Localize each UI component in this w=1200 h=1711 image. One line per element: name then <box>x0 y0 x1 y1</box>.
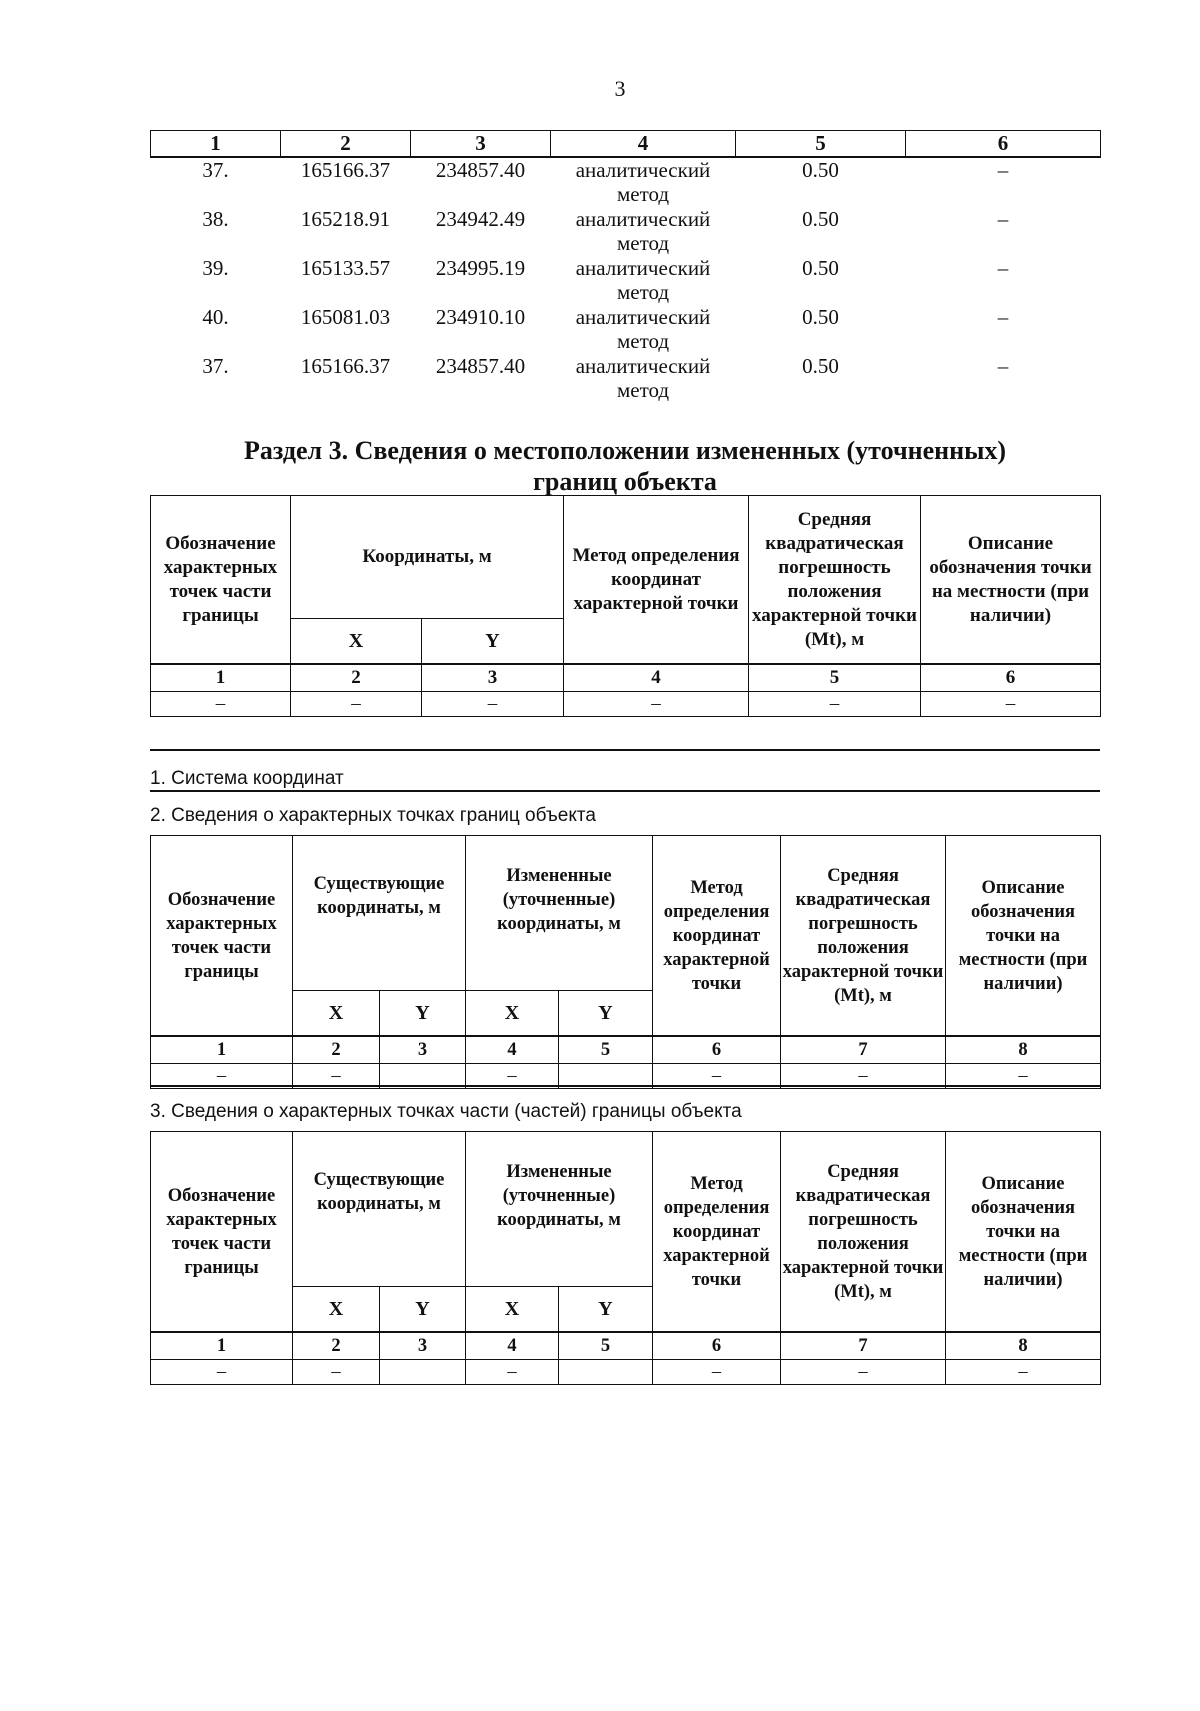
mt-value: 0.50 <box>802 256 839 280</box>
header-description: Описание обозначения точки на местности (при наличии) <box>921 496 1101 665</box>
method-line: аналитический <box>575 207 711 231</box>
item2-caption: 2. Сведения о характерных точках границ объекта <box>150 805 596 826</box>
column-number: 4 <box>564 664 749 692</box>
column-number: 2 <box>293 1332 380 1360</box>
header-x: X <box>466 1287 559 1333</box>
column-header: 2 <box>281 131 411 158</box>
header-x: X <box>293 1287 380 1333</box>
header-y: Y <box>559 1287 653 1333</box>
table-cell: – <box>151 692 291 717</box>
section-title <box>150 435 1100 497</box>
header-changed-coordinates: Измененные (уточненные) координаты, м <box>466 1132 653 1287</box>
x-coordinate: 165218.91 <box>300 207 391 231</box>
column-number: 5 <box>749 664 921 692</box>
header-points: Обозначение характерных точек части границы <box>151 1132 293 1333</box>
header-mt: Средняя квадратическая погрешность положения характерной точки (Mt), м <box>749 496 921 665</box>
coordinates-continuation-table <box>150 130 1101 403</box>
header-points: Обозначение характерных точек части границы <box>151 836 293 1037</box>
header-method: Метод определения координат характерной точки <box>653 836 781 1037</box>
y-coordinate: 234995.19 <box>435 256 526 280</box>
column-number-row <box>151 664 1101 692</box>
table-cell: – <box>293 1064 380 1089</box>
point-number: 39. <box>202 256 229 280</box>
column-number: 3 <box>380 1332 466 1360</box>
method-cell <box>551 354 736 403</box>
table-cell: – <box>151 1064 293 1089</box>
header-mt: Средняя квадратическая погрешность положения характерной точки (Mt), м <box>781 836 946 1037</box>
table-cell: – <box>564 692 749 717</box>
header-x: X <box>466 991 559 1037</box>
column-number-row <box>151 1332 1101 1360</box>
method-line: метод <box>616 182 670 206</box>
column-number: 2 <box>293 1036 380 1064</box>
header-points: Обозначение характерных точек части границы <box>151 496 291 665</box>
table-row <box>151 207 1101 256</box>
table-row <box>151 692 1101 717</box>
header-x: X <box>291 619 422 665</box>
method-line: метод <box>616 280 670 304</box>
mt-value: 0.50 <box>802 158 839 182</box>
table-cell: – <box>653 1064 781 1089</box>
header-coordinates: Координаты, м <box>291 496 564 619</box>
header-row <box>151 131 1101 158</box>
point-number: 37. <box>202 354 229 378</box>
header-existing-coordinates: Существующие координаты, м <box>293 836 466 991</box>
x-coordinate: 165081.03 <box>300 305 391 329</box>
table-row <box>151 256 1101 305</box>
method-cell <box>551 157 736 207</box>
column-number-row <box>151 1036 1101 1064</box>
table-row <box>151 1360 1101 1385</box>
header-mt: Средняя квадратическая погрешность положения характерной точки (Mt), м <box>781 1132 946 1333</box>
column-header: 5 <box>736 131 906 158</box>
header-x: X <box>293 991 380 1037</box>
method-cell <box>551 256 736 305</box>
mt-value: 0.50 <box>802 354 839 378</box>
header-changed-coordinates: Измененные (уточненные) координаты, м <box>466 836 653 991</box>
column-number: 5 <box>559 1332 653 1360</box>
table-cell: – <box>653 1360 781 1385</box>
header-y: Y <box>380 991 466 1037</box>
column-number: 8 <box>946 1332 1101 1360</box>
method-line: метод <box>616 378 670 402</box>
point-number: 37. <box>202 158 229 182</box>
column-number: 6 <box>921 664 1101 692</box>
column-number: 7 <box>781 1332 946 1360</box>
column-number: 4 <box>466 1036 559 1064</box>
column-number: 8 <box>946 1036 1101 1064</box>
point-number: 38. <box>202 207 229 231</box>
table-cell: – <box>781 1064 946 1089</box>
description: – <box>997 256 1009 280</box>
table-row <box>151 157 1101 207</box>
method-line: метод <box>616 329 670 353</box>
header-y: Y <box>380 1287 466 1333</box>
divider <box>150 749 1100 751</box>
page-number: 3 <box>614 76 626 101</box>
table-row <box>151 305 1101 354</box>
header-description: Описание обозначения точки на местности (при наличии) <box>946 836 1101 1037</box>
table-cell: – <box>151 1360 293 1385</box>
header-existing-coordinates: Существующие координаты, м <box>293 1132 466 1287</box>
table-row <box>151 354 1101 403</box>
column-number: 1 <box>151 1036 293 1064</box>
table-cell: – <box>291 692 422 717</box>
section-title-line: границ объекта <box>533 467 717 496</box>
column-number: 3 <box>380 1036 466 1064</box>
y-coordinate: 234910.10 <box>435 305 526 329</box>
header-y: Y <box>422 619 564 665</box>
column-header: 6 <box>906 131 1101 158</box>
method-line: аналитический <box>575 354 711 378</box>
description: – <box>997 354 1009 378</box>
table-cell: – <box>466 1360 559 1385</box>
method-line: аналитический <box>575 305 711 329</box>
table-cell: – <box>749 692 921 717</box>
table-cell <box>380 1360 466 1385</box>
header-description: Описание обозначения точки на местности (при наличии) <box>946 1132 1101 1333</box>
mt-value: 0.50 <box>802 305 839 329</box>
item1-caption: 1. Система координат <box>150 768 344 789</box>
x-coordinate: 165133.57 <box>300 256 391 280</box>
table-cell: – <box>422 692 564 717</box>
x-coordinate: 165166.37 <box>300 158 391 182</box>
divider <box>150 790 1100 792</box>
column-header: 3 <box>411 131 551 158</box>
column-number: 6 <box>653 1036 781 1064</box>
y-coordinate: 234942.49 <box>435 207 526 231</box>
column-number: 3 <box>422 664 564 692</box>
table-cell <box>559 1360 653 1385</box>
x-coordinate: 165166.37 <box>300 354 391 378</box>
column-number: 1 <box>151 664 291 692</box>
description: – <box>997 158 1009 182</box>
table-cell: – <box>946 1064 1101 1089</box>
point-number: 40. <box>202 305 229 329</box>
method-line: метод <box>616 231 670 255</box>
mt-value: 0.50 <box>802 207 839 231</box>
column-number: 2 <box>291 664 422 692</box>
column-number: 4 <box>466 1332 559 1360</box>
method-line: аналитический <box>575 158 711 182</box>
column-number: 1 <box>151 1332 293 1360</box>
y-coordinate: 234857.40 <box>435 158 526 182</box>
column-number: 7 <box>781 1036 946 1064</box>
header-y: Y <box>559 991 653 1037</box>
divider <box>150 1085 1100 1087</box>
item2-table <box>150 835 1101 1089</box>
section-title-line: Раздел 3. Сведения о местоположении измененных (уточненных) <box>243 436 1007 465</box>
table-cell: – <box>921 692 1101 717</box>
method-line: аналитический <box>575 256 711 280</box>
column-number: 6 <box>653 1332 781 1360</box>
table-cell: – <box>466 1064 559 1089</box>
column-header: 4 <box>551 131 736 158</box>
item3-table <box>150 1131 1101 1385</box>
header-method: Метод определения координат характерной точки <box>653 1132 781 1333</box>
section3-table <box>150 495 1101 717</box>
method-cell <box>551 207 736 256</box>
y-coordinate: 234857.40 <box>435 354 526 378</box>
table-cell: – <box>946 1360 1101 1385</box>
method-cell <box>551 305 736 354</box>
column-number: 5 <box>559 1036 653 1064</box>
description: – <box>997 305 1009 329</box>
header-method: Метод определения координат характерной точки <box>564 496 749 665</box>
table-cell: – <box>293 1360 380 1385</box>
column-header: 1 <box>151 131 281 158</box>
item3-caption: 3. Сведения о характерных точках части (частей) границы объекта <box>150 1101 742 1122</box>
description: – <box>997 207 1009 231</box>
table-cell: – <box>781 1360 946 1385</box>
